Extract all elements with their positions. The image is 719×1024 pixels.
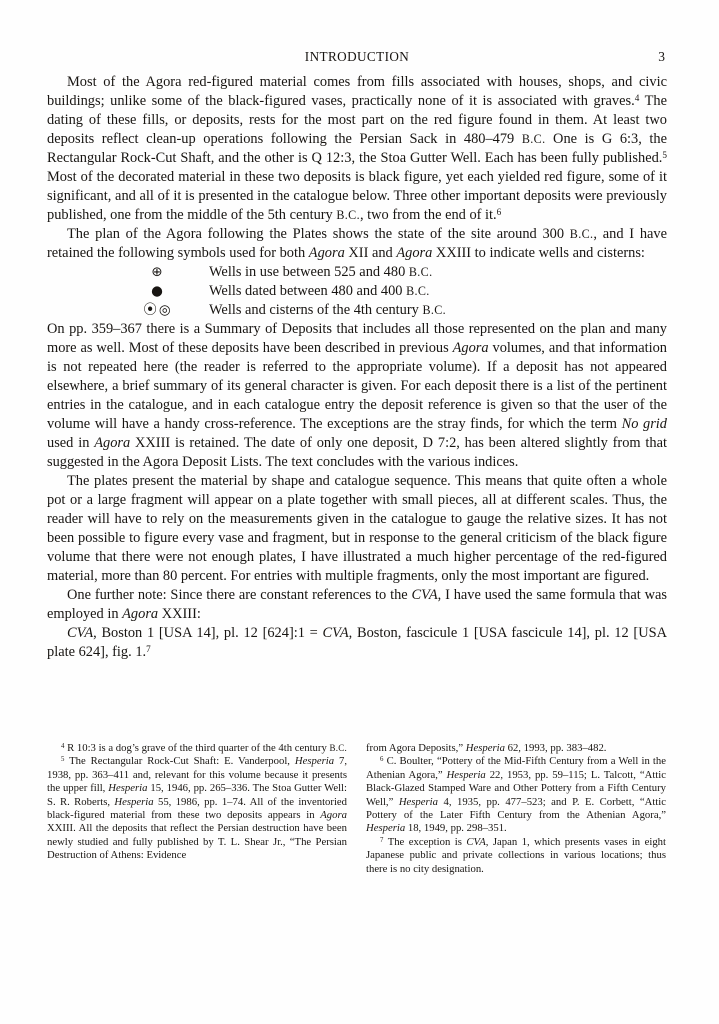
bullseye-icon: ◎ [158, 302, 171, 318]
paragraph-cva-note: One further note: Since there are constant references to the CVA, I have used the same formula that was employed in Agora XXIII: [47, 587, 667, 622]
black-circle-icon: ● [151, 283, 163, 299]
paragraph-summary-of-deposits: On pp. 359–367 there is a Summary of Deposits that includes all those represented on the plan and many more as well. Most of these deposits have been described in previous Agora volumes, and that information is not repeated here (the reader is referred to the appropriate volume). If a deposit has not appeared elsewhere, a brief summary of its general character is given. For each deposit there is a list of the pertinent entries in the catalogue, and in each catalogue entry the deposit reference is given so that the user of the volume will have a handy cross-reference. The exceptions are the stray finds, for which the term No grid used in Agora XXIII is retained. The date of only one deposit, D 7:2, has been altered slightly from that suggested in the Agora Deposit Lists. The text concludes with the various indices. [47, 321, 667, 470]
legend-label: Wells and cisterns of the 4th century B.C. [209, 302, 447, 318]
footnote-6: $^6$ C. Boulter, “Pottery of the Mid-Fifth Century from a Well in the Athenian Agora,” Hesperia 22, 1953, pp. 59–115; L. Talcott, “Attic Black-Glazed Stamped Ware and Other Pottery from a Fifth Century Well,” Hesperia 4, 1935, pp. 477–523; and P. E. Corbett, “Attic Pottery of the Later Fifth Century from the Athenian Agora,” Hesperia 18, 1949, pp. 298–351. [366, 755, 666, 835]
paragraph-deposits: Most of the Agora red-figured material comes from fills associated with houses, shops, and civic buildings; unlike some of the black-figured vases, practically none of it is associated with graves.$^4$ The dating of these fills, or deposits, rests for the most part on the red figure found in them. At least two deposits reflect clean-up operations following the Persian Sack in 480–479 B.C. One is G 6:3, the Rectangular Rock-Cut Shaft, and the other is Q 12:3, the Stoa Gutter Well. Each has been fully published.$^5$ Most of the decorated material in these two deposits is black figure, yet each yielded red figure, some of it significant, and all of it is presented in the catalogue below. Three other important deposits were previously published, one from the middle of the 5th century B.C., two from the end of it.$^6$ [47, 74, 667, 223]
page-title: INTRODUCTION [304, 49, 410, 64]
paragraph-plan-symbols: The plan of the Agora following the Plates shows the state of the site around 300 B.C., and I have retained the following symbols used for both Agora XII and Agora XXIII to indicate wells and cisterns: [47, 226, 667, 261]
running-head [47, 49, 667, 65]
footnotes-section [47, 742, 667, 876]
footnote-4: $^4$ R 10:3 is a dog’s grave of the third quarter of the 4th century B.C. [61, 742, 347, 754]
legend-label: Wells in use between 525 and 480 B.C. [209, 264, 433, 280]
circled-dot-icon: ⦿ [143, 302, 157, 318]
footnote-5-continued: from Agora Deposits,” Hesperia 62, 1993, pp. 383–482. [366, 742, 607, 754]
page-number: 3 [658, 49, 665, 64]
paragraph-cva-formula: CVA, Boston 1 [USA 14], pl. 12 [624]:1 = CVA, Boston, fascicule 1 [USA fascicule 14], pl. 12 [USA plate 624], fig. 1.$^7$ [47, 625, 667, 660]
footnote-column-left [47, 742, 347, 876]
paragraph-plates: The plates present the material by shape and catalogue sequence. This means that quite often a whole pot or a large fragment will appear on a plate together with small pieces, all at different scales. Thus, the reader will have to rely on the measurements given in the catalogue to gauge the relative sizes. It has not been possible to figure every vase and fragment, but in response to the general criticism of the black figure volume that there were not enough plates, I have illustrated a much higher percentage of the red-figured material, more than 80 percent. For entries with multiple fragments, only the most important are figured. [47, 473, 667, 584]
crossed-circle-icon: ⊕ [151, 264, 163, 280]
footnote-7: $^7$ The exception is CVA, Japan 1, which presents vases in eight Japanese public and private collections in various locations; thus there is no city designation. [366, 835, 666, 875]
legend-label: Wells dated between 480 and 400 B.C. [209, 283, 430, 299]
legend-row-wells-525-480 [47, 263, 667, 282]
legend-row-wells-480-400 [47, 282, 667, 301]
well-symbol-legend [47, 263, 667, 320]
main-text-block [47, 73, 667, 662]
legend-row-wells-cisterns-4th [47, 301, 667, 320]
footnote-column-right [366, 742, 666, 876]
footnote-5: $^5$ The Rectangular Rock-Cut Shaft: E. Vanderpool, Hesperia 7, 1938, pp. 363–411 and, relevant for this volume because it presents the upper fill, Hesperia 15, 1946, pp. 265–336. The Stoa Gutter Well: S. R. Roberts, Hesperia 55, 1986, pp. 1–74. All of the inventoried black-figured material from these two deposits appears in Agora XXIII. All the deposits that reflect the Persian destruction have been newly studied and fully published by T. L. Shear Jr., “The Persian Destruction of Athens: Evidence [47, 755, 348, 862]
